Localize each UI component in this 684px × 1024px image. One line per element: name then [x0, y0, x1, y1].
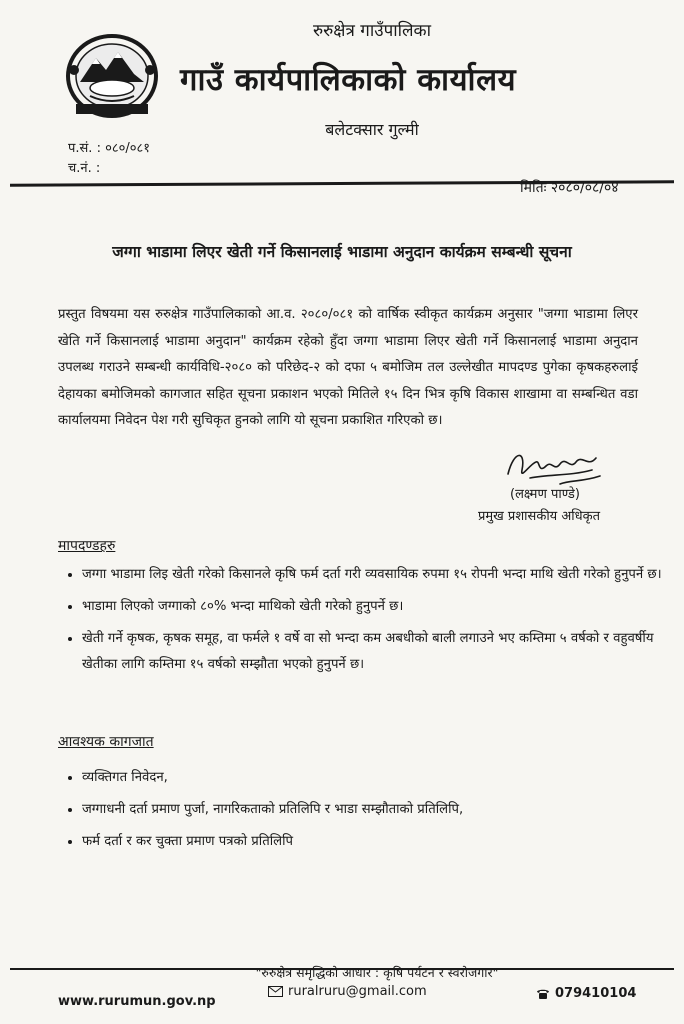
notice-body: प्रस्तुत विषयमा यस रुरुक्षेत्र गाउँपालिकाको आ.व. २०८०/०८१ को वार्षिक स्वीकृत कार्यक्रम अनुसार "जग्गा भाडामा लिएर खेति गर्ने किसानलाई भाडामा अनुदान" कार्यक्रम रहेको हुँदा जग्गा भाडामा लिएर खेती गर्ने किसानलाई भाडामा अनुदान उपलब्ध गराउने सम्बन्धी कार्यविधि-२०८० को परिछेद-२ को दफा ५ बमोजिम तल उल्लेखीत मापदण्ड पुगेका कृषकहरुलाई देहायका बमोजिमको कागजात सहित सूचना प्रकाशन भएको मितिले १५ दिन भित्र कृषि विकास शाखामा वा सम्बन्धित वडा कार्यालयमा निवेदन पेश गरी सुचिकृत हुनको लागि यो सूचना प्रकाशित गरिएको छ। [58, 307, 638, 428]
documents-heading: आवश्यक कागजात [58, 734, 154, 750]
footer-slogan: "रुरुक्षेत्र समृद्धिको आधार : कृषि पर्यटन र स्वरोजगार" [255, 965, 499, 980]
list-item: • फर्म दर्ता र कर चुक्ता प्रमाण पत्रको प्रतिलिपि [82, 829, 662, 855]
documents-list [60, 765, 662, 861]
list-item: • जग्गा भाडामा लिइ खेती गरेको किसानले कृषि फर्म दर्ता गरी व्यवसायिक रुपमा १५ रोपनी भन्दा माथि खेती गरेको हुनुपर्ने छ। [82, 562, 662, 588]
envelope-icon [268, 986, 283, 997]
notice-title: जग्गा भाडामा लिएर खेती गर्ने किसानलाई भाडामा अनुदान कार्यक्रम सम्बन्धी सूचना [112, 243, 572, 261]
nepal-emblem-icon [62, 30, 162, 120]
email-contact[interactable] [268, 984, 427, 999]
criteria-heading: मापदण्डहरु [58, 538, 116, 554]
list-item: • खेती गर्ने कृषक, कृषक समूह, वा फर्मले १ वर्षे वा सो भन्दा कम अबधीको बाली लगाउने भए कम्तिमा ५ वर्षको र वहुवर्षीय खेतीका लागि कम्तिमा १५ वर्षको सम्झौता भएको हुनुपर्ने छ। [82, 626, 662, 678]
website-link[interactable]: www.rurumun.gov.np [58, 994, 216, 1009]
signatory-designation: प्रमुख प्रशासकीय अधिकृत [478, 509, 601, 524]
list-item: • जग्गाधनी दर्ता प्रमाण पुर्जा, नागरिकताको प्रतिलिपि र भाडा सम्झौताको प्रतिलिपि, [82, 797, 662, 823]
email-address: ruralruru@gmail.com [288, 984, 427, 999]
reference-number: प.सं. : ०८०/०८१ [68, 141, 151, 156]
telephone-icon [536, 988, 550, 1000]
list-item: • भाडामा लिएको जग्गाको ८०% भन्दा माथिको खेती गरेको हुनुपर्ने छ। [82, 594, 662, 620]
phone-number: 079410104 [555, 986, 637, 1001]
criteria-list [60, 562, 662, 684]
list-item: • व्यक्तिगत निवेदन, [82, 765, 662, 791]
municipality-name: रुरुक्षेत्र गाउँपालिका [312, 21, 432, 41]
dispatch-number: च.नं. : [68, 161, 101, 176]
signatory-name: (लक्ष्मण पाण्डे) [510, 487, 580, 502]
notice-date: मितिः २०८०/०८/०४ [520, 180, 619, 196]
office-address: बलेटक्सार गुल्मी [325, 120, 419, 139]
phone-contact[interactable] [536, 986, 636, 1001]
office-name: गाउँ कार्यपालिकाको कार्यालय [180, 62, 517, 98]
